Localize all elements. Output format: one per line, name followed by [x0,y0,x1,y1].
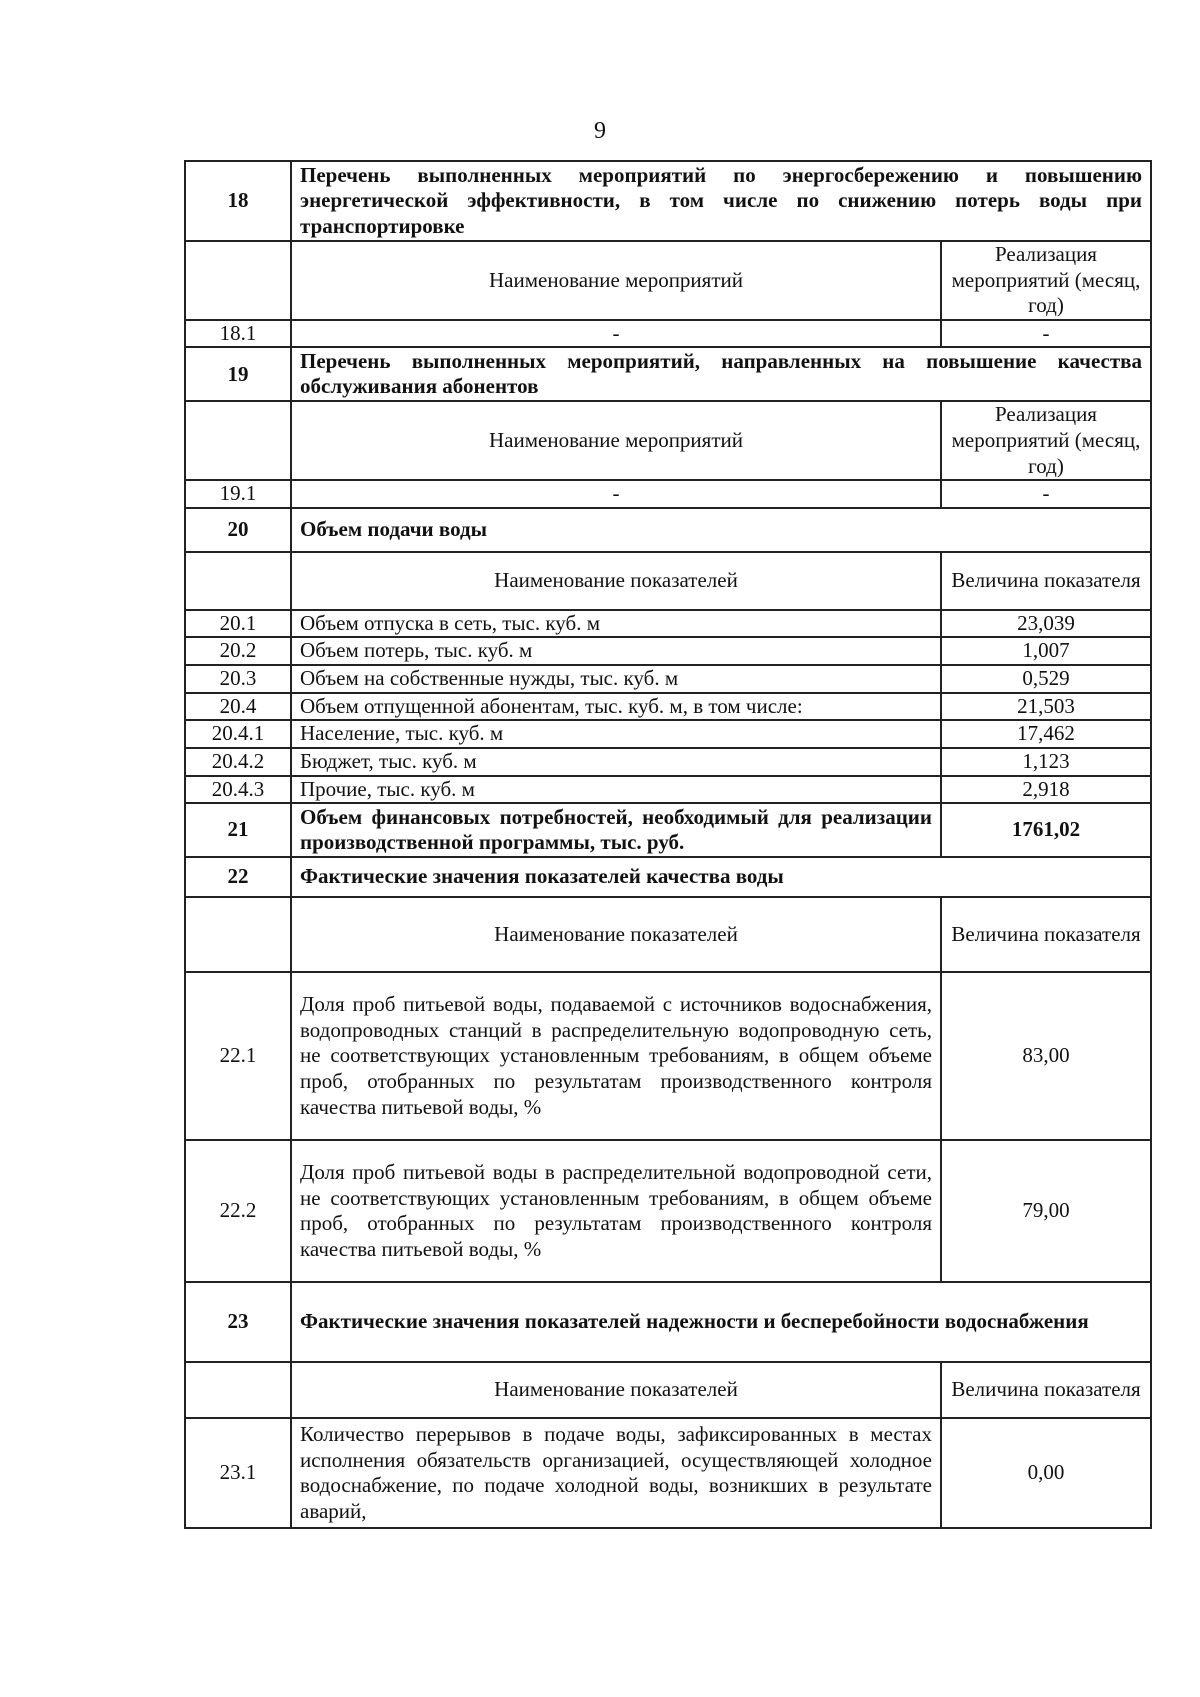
section-22-header [185,857,1151,897]
production-program-table [184,160,1152,1529]
row-value: 23,039 [941,610,1151,638]
row-name: Объем отпущенной абонентам, тыс. куб. м, в том числе: [291,693,941,721]
column-header-value: Реализация мероприятий (месяц, год) [941,241,1151,320]
row-name: - [291,480,941,508]
row-value: 83,00 [941,972,1151,1140]
row-name: - [291,320,941,348]
empty-cell [185,241,291,320]
row-number: 20.4.3 [185,776,291,804]
empty-cell [185,552,291,610]
row-number: 18.1 [185,320,291,348]
column-header-name: Наименование мероприятий [291,401,941,480]
section-title: Объем подачи воды [291,508,1151,552]
row-value: 0,00 [941,1418,1151,1528]
row-value: 2,918 [941,776,1151,804]
row-name: Население, тыс. куб. м [291,720,941,748]
row-name: Доля проб питьевой воды, подаваемой с источников водоснабжения, водопроводных станций в распределительную водопроводную сеть, не соответствующих установленным требованиям, в общем объеме проб, отобранных по результатам производственного контроля качества питьевой воды, % [291,972,941,1140]
section-21-row [185,803,1151,857]
section-number: 20 [185,508,291,552]
row-number: 22.2 [185,1140,291,1282]
column-header-value: Величина показателя [941,552,1151,610]
row-number: 20.1 [185,610,291,638]
table-row [185,637,1151,665]
section-19-column-header [185,401,1151,480]
row-number: 22.1 [185,972,291,1140]
row-value: 1,123 [941,748,1151,776]
row-name: Объем потерь, тыс. куб. м [291,637,941,665]
table-row [185,610,1151,638]
row-number: 20.4.1 [185,720,291,748]
row-value: 1761,02 [941,803,1151,857]
section-title: Перечень выполненных мероприятий, направленных на повышение качества обслуживания абонентов [291,347,1151,401]
empty-cell [185,1362,291,1418]
row-number: 23.1 [185,1418,291,1528]
row-number: 19.1 [185,480,291,508]
table-row [185,972,1151,1140]
column-header-name: Наименование показателей [291,552,941,610]
section-number: 23 [185,1282,291,1362]
empty-cell [185,401,291,480]
empty-cell [185,897,291,972]
section-title: Перечень выполненных мероприятий по энергосбережению и повышению энергетической эффективности, в том числе по снижению потерь воды при транспортировке [291,161,1151,241]
row-value: 17,462 [941,720,1151,748]
row-value: - [941,320,1151,348]
column-header-value: Реализация мероприятий (месяц, год) [941,401,1151,480]
row-number: 20.2 [185,637,291,665]
row-name: Объем на собственные нужды, тыс. куб. м [291,665,941,693]
row-number: 20.3 [185,665,291,693]
row-number: 20.4.2 [185,748,291,776]
row-name: Количество перерывов в подаче воды, зафиксированных в местах исполнения обязательств организацией, осуществляющей холодное водоснабжение, по подаче холодной воды, возникших в результате аварий, [291,1418,941,1528]
row-value: - [941,480,1151,508]
row-value: 79,00 [941,1140,1151,1282]
section-title: Объем финансовых потребностей, необходимый для реализации производственной программы, тыс. руб. [291,803,941,857]
table-row [185,776,1151,804]
row-name: Доля проб питьевой воды в распределительной водопроводной сети, не соответствующих установленным требованиям, в общем объеме проб, отобранных по результатам производственного контроля качества питьевой воды, % [291,1140,941,1282]
section-number: 22 [185,857,291,897]
table-row [185,748,1151,776]
row-name: Объем отпуска в сеть, тыс. куб. м [291,610,941,638]
row-value: 1,007 [941,637,1151,665]
section-number: 21 [185,803,291,857]
table-row [185,1140,1151,1282]
section-18-header [185,161,1151,241]
column-header-name: Наименование показателей [291,1362,941,1418]
column-header-name: Наименование показателей [291,897,941,972]
section-18-column-header [185,241,1151,320]
table-row [185,665,1151,693]
column-header-value: Величина показателя [941,897,1151,972]
table-row [185,320,1151,348]
section-23-column-header [185,1362,1151,1418]
column-header-value: Величина показателя [941,1362,1151,1418]
row-value: 21,503 [941,693,1151,721]
section-20-header [185,508,1151,552]
row-name: Бюджет, тыс. куб. м [291,748,941,776]
section-title: Фактические значения показателей качества воды [291,857,1151,897]
section-20-column-header [185,552,1151,610]
row-value: 0,529 [941,665,1151,693]
section-19-header [185,347,1151,401]
table-row [185,480,1151,508]
page-number: 9 [594,118,606,144]
section-number: 19 [185,347,291,401]
section-title: Фактические значения показателей надежности и бесперебойности водоснабжения [291,1282,1151,1362]
table-row [185,720,1151,748]
row-number: 20.4 [185,693,291,721]
section-number: 18 [185,161,291,241]
table-row [185,1418,1151,1528]
section-23-header [185,1282,1151,1362]
row-name: Прочие, тыс. куб. м [291,776,941,804]
section-22-column-header [185,897,1151,972]
table-row [185,693,1151,721]
column-header-name: Наименование мероприятий [291,241,941,320]
